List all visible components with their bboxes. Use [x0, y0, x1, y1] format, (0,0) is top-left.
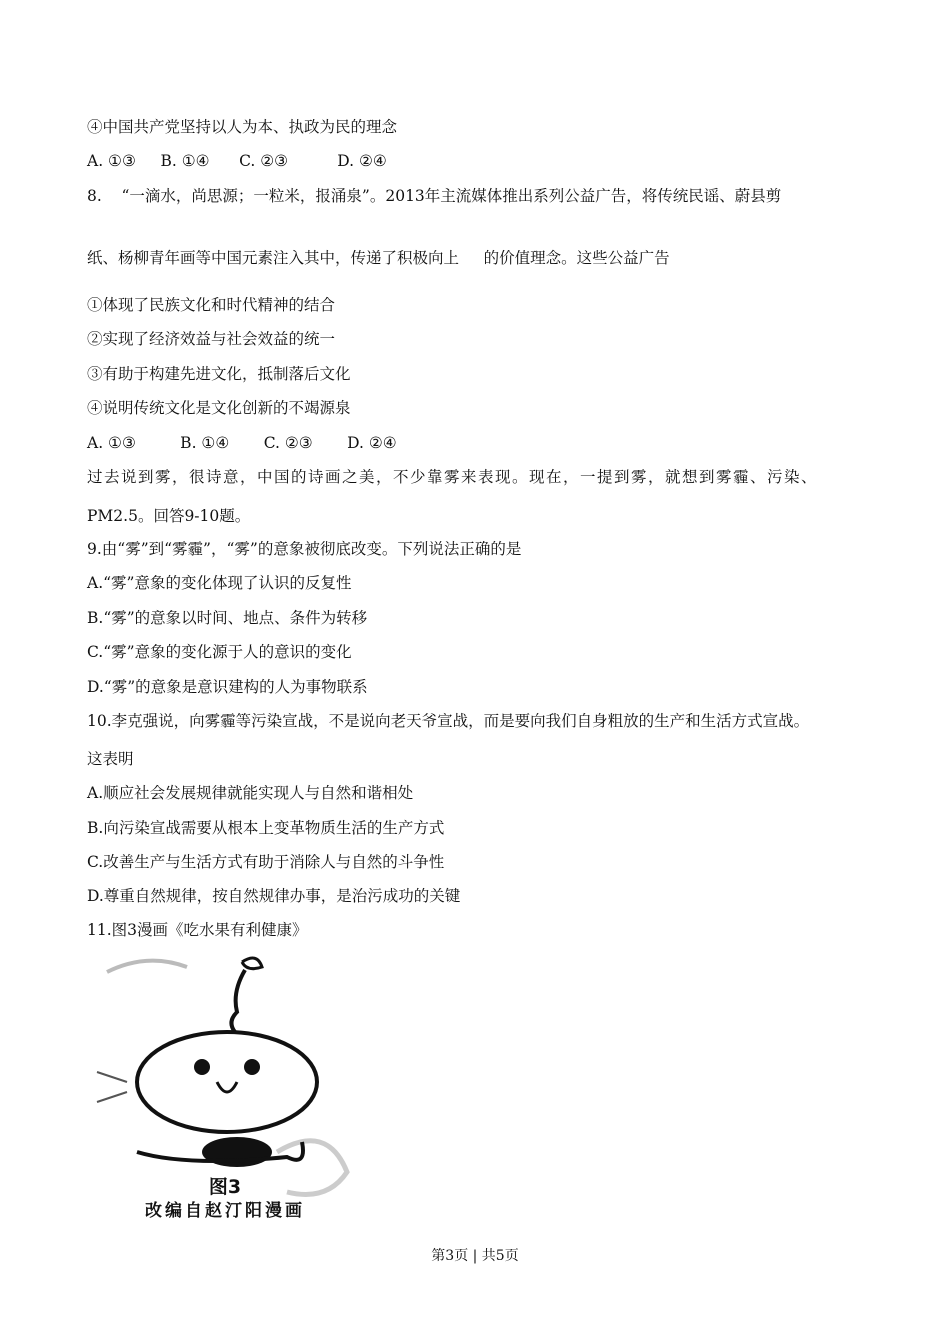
q8-option: ④说明传统文化是文化创新的不竭源泉	[87, 399, 351, 417]
q7-option-4: ④中国共产党坚持以人为本、执政为民的理念	[87, 118, 398, 136]
q8-option: ③有助于构建先进文化，抵制落后文化	[87, 365, 351, 383]
q10-option: C.改善生产与生活方式有助于消除人与自然的斗争性	[87, 853, 445, 871]
cartoon-figure	[87, 952, 363, 1218]
intro-line2: PM2.5。回答9-10题。	[87, 507, 251, 525]
q10-option: A.顺应社会发展规律就能实现人与自然和谐相处	[87, 784, 414, 802]
q8-option: ②实现了经济效益与社会效益的统一	[87, 330, 336, 348]
q9-option: C.“雾”意象的变化源于人的意识的变化	[87, 643, 352, 661]
page-footer: 第3页 | 共5页	[431, 1248, 519, 1264]
q11-stem: 11.图3漫画《吃水果有利健康》	[87, 921, 308, 939]
q9-option: A.“雾”意象的变化体现了认识的反复性	[87, 574, 352, 592]
q9-option: D.“雾”的意象是意识建构的人为事物联系	[87, 678, 368, 696]
q9-option: B.“雾”的意象以时间、地点、条件为转移	[87, 609, 368, 627]
intro-line1: 过去说到雾，很诗意，中国的诗画之美，不少靠雾来表现。现在，一提到雾，就想到雾霾、污染、	[87, 468, 819, 486]
q8-stem-line1: 8. “一滴水，尚思源；一粒米，报涌泉”。2013年主流媒体推出系列公益广告，将传统民谣、蔚县剪	[87, 187, 782, 205]
q7-choices: A. ①③ B. ①④ C. ②③ D. ②④	[87, 152, 387, 170]
q10-option: D.尊重自然规律，按自然规律办事，是治污成功的关键	[87, 887, 461, 905]
q10-option: B.向污染宣战需要从根本上变革物质生活的生产方式	[87, 819, 445, 837]
figure-label: 图3	[208, 1176, 242, 1198]
q10-stem-line2: 这表明	[87, 750, 134, 768]
q8-stem-line2: 纸、杨柳青年画等中国元素注入其中，传递了积极向上 的价值理念。这些公益广告	[87, 249, 670, 267]
figure-caption: 改编自赵汀阳漫画	[145, 1201, 305, 1218]
q8-choices: A. ①③ B. ①④ C. ②③ D. ②④	[87, 434, 397, 452]
q10-stem-line1: 10.李克强说，向雾霾等污染宣战，不是说向老天爷宣战，而是要向我们自身粗放的生产和生活方式宣战。	[87, 712, 810, 730]
q9-stem: 9.由“雾”到“雾霾”，“雾”的意象被彻底改变。下列说法正确的是	[87, 540, 522, 558]
q8-option: ①体现了民族文化和时代精神的结合	[87, 296, 336, 314]
